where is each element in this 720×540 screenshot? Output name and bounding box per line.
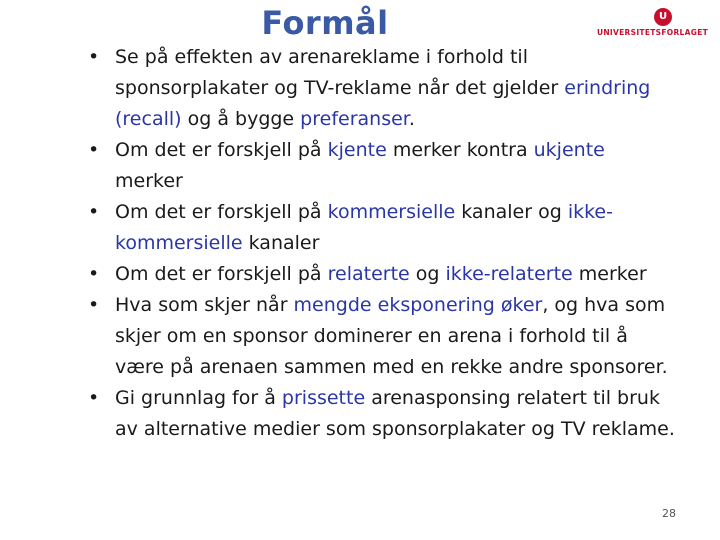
text: merker [115,170,183,192]
bullet-item-3 [88,197,678,259]
text: Om det er forskjell på [115,201,328,223]
highlight-term: kjente [327,139,387,161]
text: Om det er forskjell på [115,263,328,285]
text: og å bygge [181,108,301,130]
highlight-term: preferanser [300,108,409,130]
text: Se på effekten av arenareklame i forhold til sponsorplakater og TV-reklame når det gjelder [115,46,565,99]
text: kanaler og [455,201,568,223]
text: arenasponsing relatert til bruk av alternative medier som sponsorplakater og TV reklame. [115,387,675,440]
bullet-item-4 [88,259,678,290]
text: kanaler [242,232,320,254]
bullet-item-2 [88,135,678,197]
bullet-list [88,42,678,445]
highlight-term: ikke-kommersielle [115,201,613,254]
highlight-term: kommersielle [327,201,456,223]
bullet-item-5 [88,290,678,383]
text: merker kontra [386,139,534,161]
highlight-term: mengde eksponering øker [293,294,543,316]
publisher-logo [590,6,715,46]
text: . [408,108,415,130]
text: merker [572,263,647,285]
highlight-term: ikke-relaterte [445,263,573,285]
text: Hva som skjer når [115,294,294,316]
slide-title: Formål [261,4,389,42]
highlight-term: erindring (recall) [115,77,651,130]
highlight-term: ukjente [533,139,605,161]
logo-mark: U [654,8,672,26]
text: , og hva som skjer om en sponsor dominerer en arena i forhold til å være på arenaen sammen med en rekke andre sponsorer. [115,294,668,378]
bullet-item-6 [88,383,678,445]
text: Gi grunnlag for å [115,387,282,409]
highlight-term: relaterte [327,263,410,285]
highlight-term: prissette [281,387,366,409]
text: og [409,263,446,285]
page-number: 28 [662,507,676,520]
logo-text: UNIVERSITETSFORLAGET [596,28,709,37]
text: Om det er forskjell på [115,139,328,161]
bullet-item-1 [88,42,678,135]
